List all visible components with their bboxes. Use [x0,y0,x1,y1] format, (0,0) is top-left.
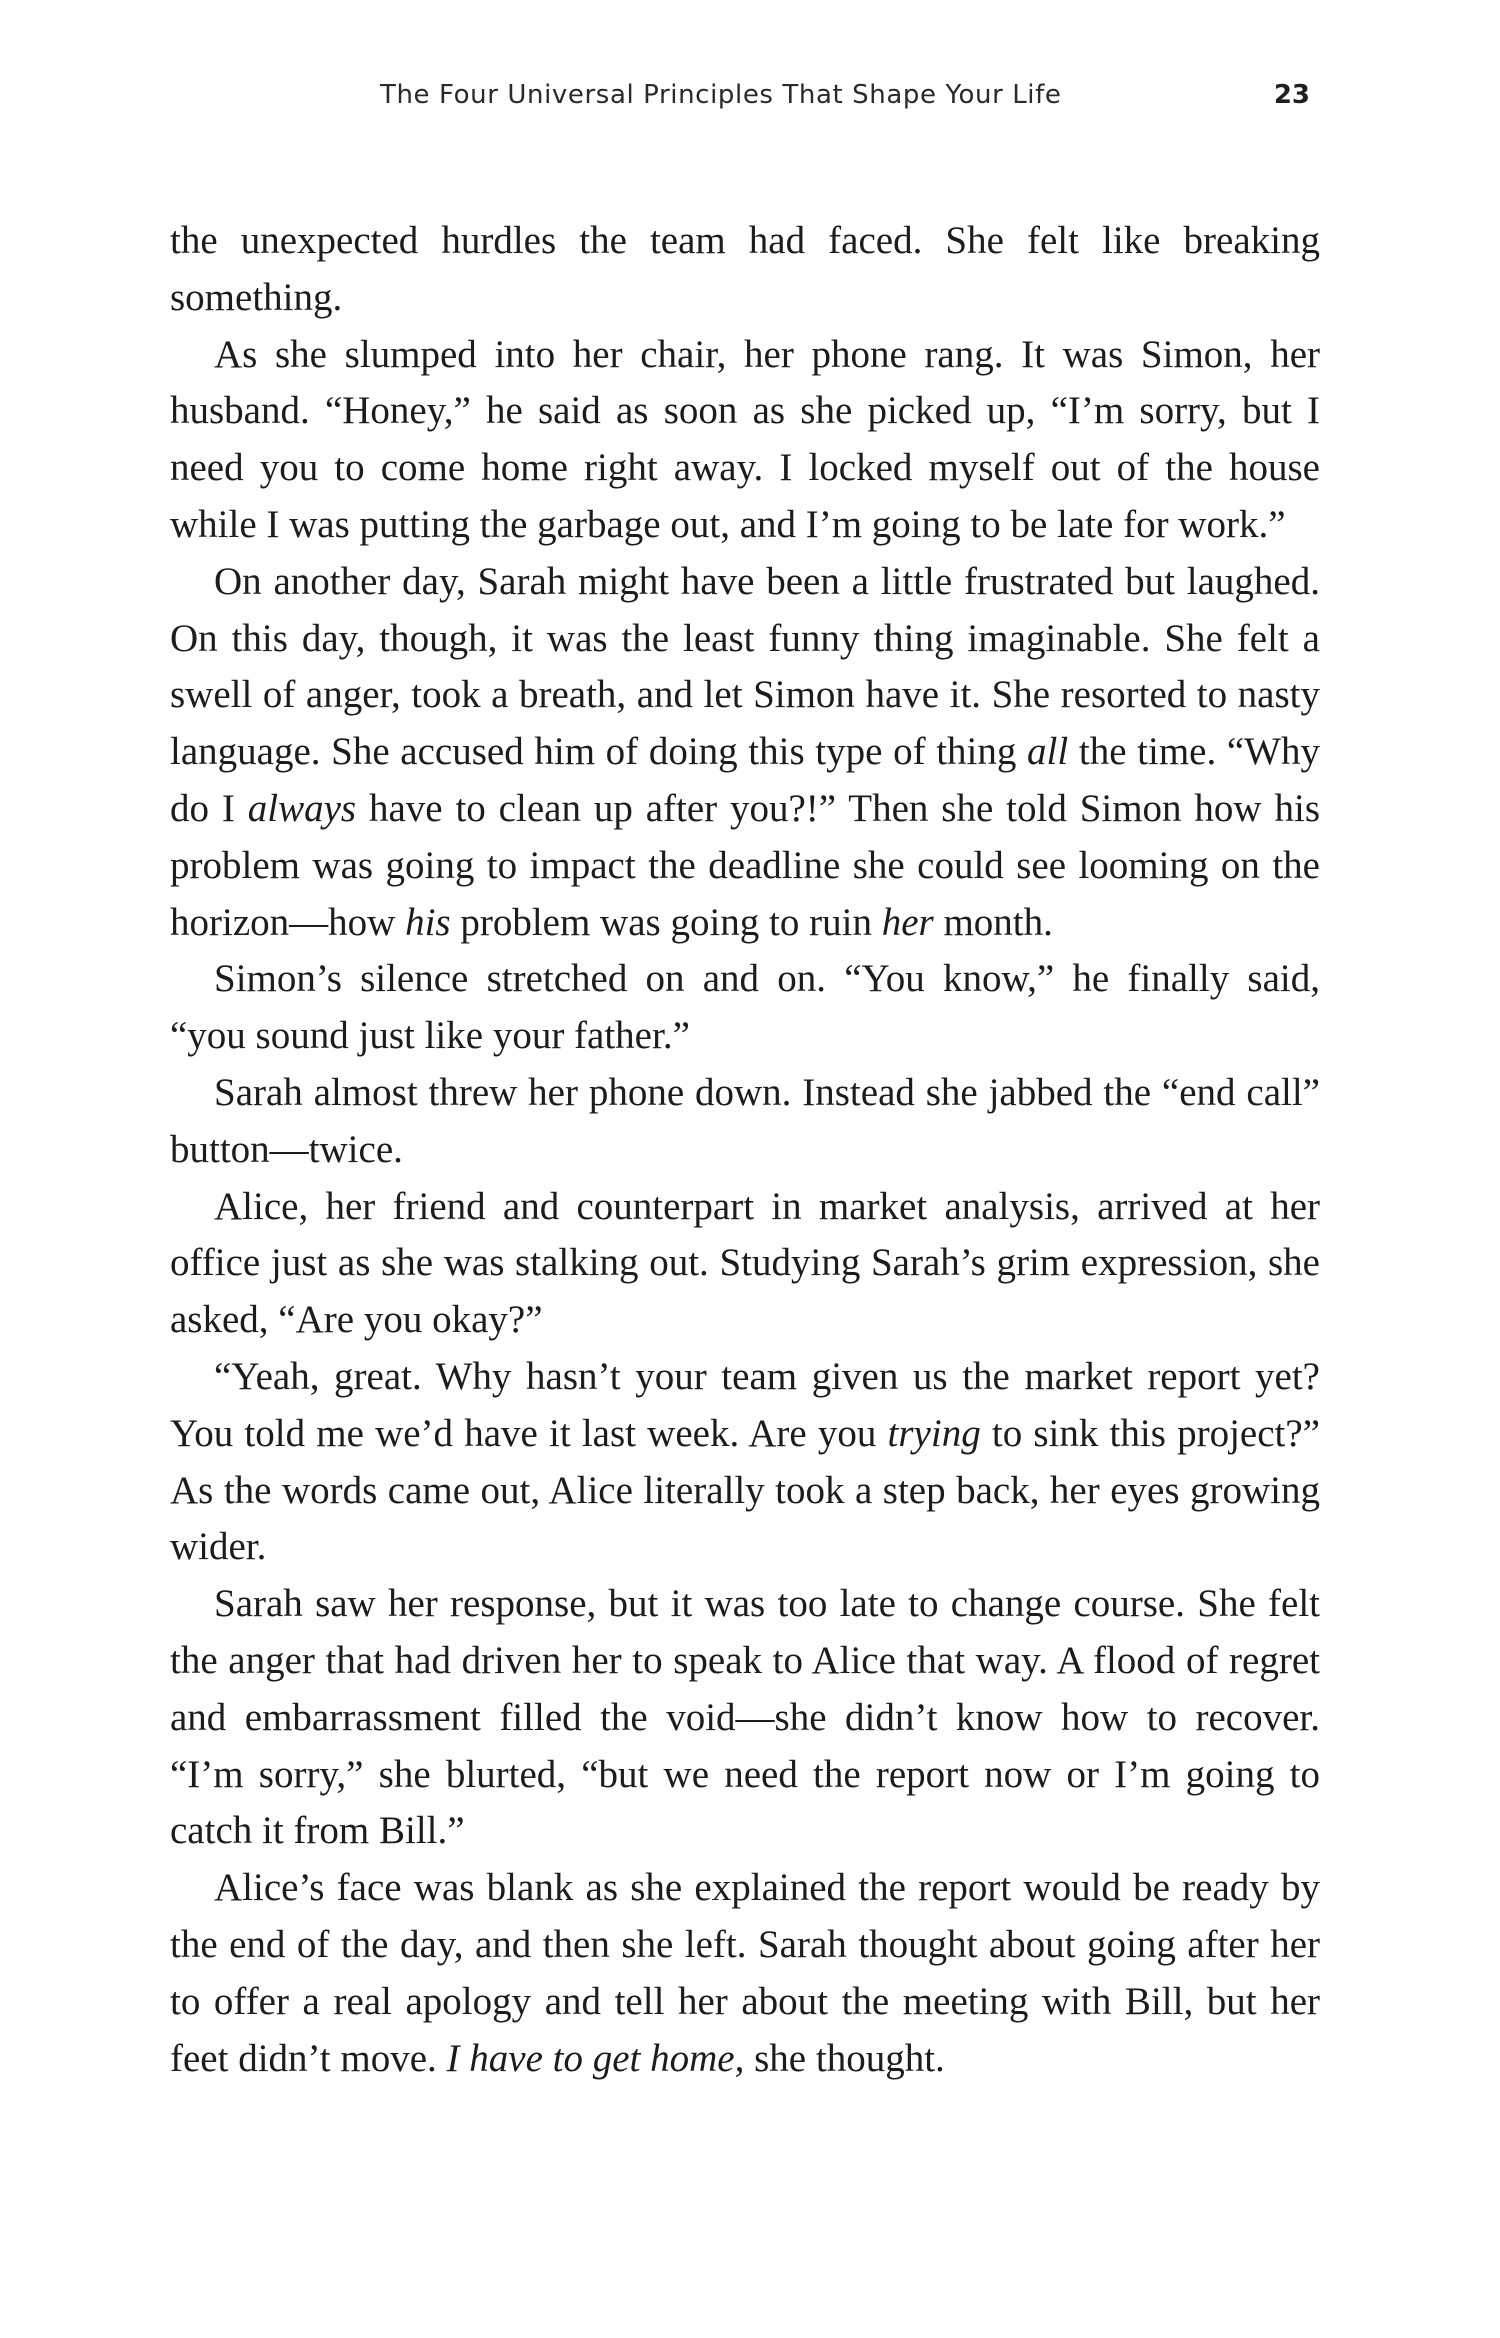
text-run: On another day, Sarah might have been a little frustrated but laughed. On this day, though, it was the least funny thing imaginable. She felt a swell of anger, took a breath, and let Simon have it. She resorted to nasty language. She accused him of doing this type of thing [170,559,1320,774]
italic-emphasis: trying [887,1411,981,1455]
paragraph-8 [170,1576,1320,1860]
paragraph-3 [170,554,1320,952]
text-run: Alice, her friend and counterpart in market analysis, arrived at her office just as she was stalking out. Studying Sarah’s grim expression, she asked, “Are you okay?” [170,1184,1320,1342]
paragraph-5 [170,1065,1320,1179]
italic-emphasis: I have to get home, [446,2036,745,2080]
paragraph-2 [170,327,1320,554]
text-run: “Yeah, great. Why hasn’t your team given us the market report yet? You told me we’d have it last week. Are you [170,1354,1320,1455]
text-run: Sarah almost threw her phone down. Instead she jabbed the “end call” button—twice. [170,1070,1320,1171]
paragraph-9 [170,1860,1320,2087]
italic-emphasis: her [881,900,934,944]
italic-emphasis: always [247,786,357,830]
text-run: month. [933,900,1053,944]
paragraph-1 [170,213,1320,327]
page-number: 23 [1273,80,1310,110]
italic-emphasis: all [1027,730,1069,774]
italic-emphasis: his [405,900,451,944]
paragraph-7 [170,1349,1320,1576]
text-run: have to clean up after you?!” Then she told Simon how his problem was going to impact the deadline she could see looming on the horizon—how [170,786,1320,944]
text-run: she thought. [744,2036,945,2080]
paragraph-6 [170,1179,1320,1349]
text-run: problem was going to ruin [450,900,882,944]
text-run: the unexpected hurdles the team had faced. She felt like breaking something. [170,219,1320,319]
running-header [170,80,1320,120]
text-run: Alice’s face was blank as she explained the report would be ready by the end of the day, and then she left. Sarah thought about going after her to offer a real apology and tell her about the meeting with Bill, but her feet didn’t move. [170,1866,1320,2080]
paragraph-4 [170,951,1320,1065]
text-run: the time. “Why do I [170,730,1320,830]
running-title: The Four Universal Principles That Shape Your Life [380,80,1062,110]
text-run: As she slumped into her chair, her phone rang. It was Simon, her husband. “Honey,” he said as soon as she picked up, “I’m sorry, but I need you to come home right away. I locked myself out of the house while I was putting the garbage out, and I’m going to be late for work.” [170,332,1320,546]
text-run: to sink this project?” As the words came out, Alice literally took a step back, her eyes growing wider. [170,1411,1320,1569]
text-run: Simon’s silence stretched on and on. “You know,” he finally said, “you sound just like your father.” [170,957,1320,1058]
body-text [170,213,1320,2087]
text-run: Sarah saw her response, but it was too late to change course. She felt the anger that had driven her to speak to Alice that way. A flood of regret and embarrassment filled the void—she didn’t know how to recover. “I’m sorry,” she blurted, “but we need the report now or I’m going to catch it from Bill.” [170,1582,1320,1853]
